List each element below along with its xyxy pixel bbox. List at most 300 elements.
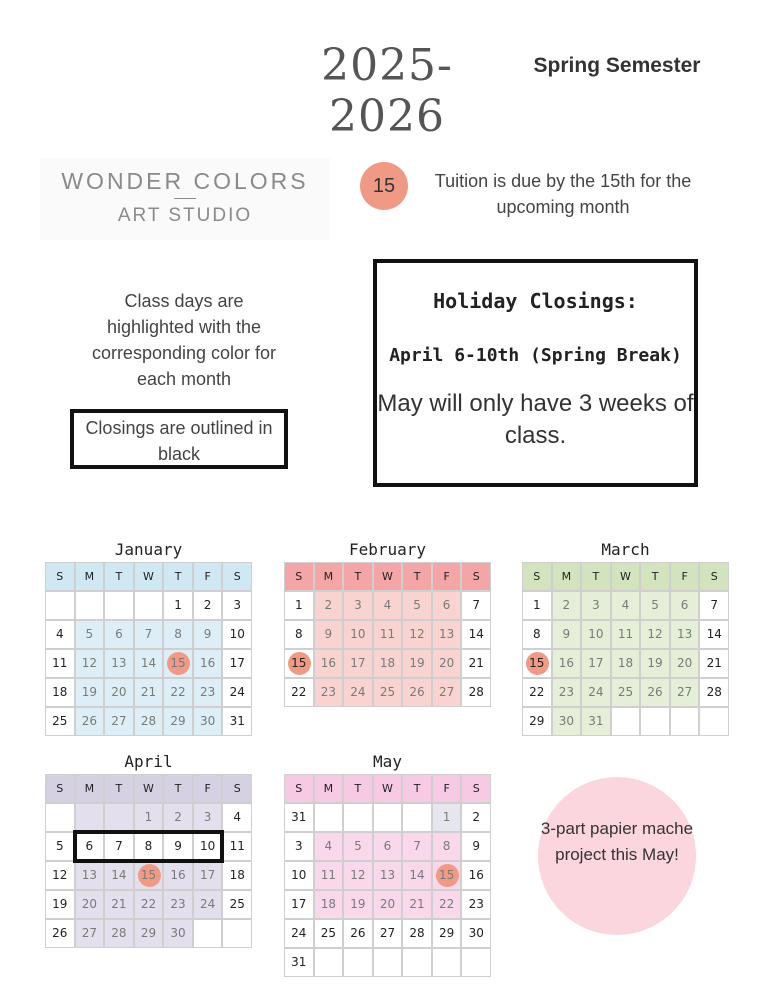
weekday-label: T [592,570,600,583]
weekday-label: S [233,570,241,583]
weekday-label: S [56,782,64,795]
weekday-header [343,562,373,591]
empty-cell [134,591,164,620]
day-number: 9 [324,627,333,641]
day-cell [134,707,164,736]
day-cell [611,591,641,620]
day-cell [461,591,491,620]
day-cell [193,890,223,919]
day-cell [284,861,314,890]
month-name: March [601,540,650,559]
weekday-label: F [443,570,450,583]
weekday-label: F [443,782,450,795]
day-cell [163,919,193,948]
day-number: 15 [170,656,186,670]
weekday-label: M [323,782,334,795]
day-cell [134,649,164,678]
day-number: 9 [562,627,571,641]
day-cell [581,678,611,707]
holiday-spring-break: April 6-10th (Spring Break) [389,345,682,366]
day-number: 8 [294,627,303,641]
day-cell [75,678,105,707]
day-cell [373,890,403,919]
day-number: 14 [140,656,157,670]
day-number: 4 [233,810,242,824]
day-number: 23 [558,685,574,699]
day-cell [552,591,582,620]
day-cell [581,591,611,620]
closings-note: Closings are outlined in black [70,409,288,469]
day-cell [522,591,552,620]
day-cell [45,707,75,736]
day-number: 22 [438,897,455,911]
day-cell [284,890,314,919]
weekday-header [402,562,432,591]
day-cell [461,919,491,948]
weekday-header [163,774,193,803]
month-name: January [114,540,183,559]
month-name: May [373,752,402,771]
day-cell [402,832,432,861]
empty-cell [640,707,670,736]
day-number: 18 [617,656,634,670]
day-number: 10 [199,839,216,853]
day-number: 19 [409,656,425,670]
day-cell [75,919,105,948]
day-cell [581,707,611,736]
day-number: 12 [409,627,425,641]
day-number: 1 [294,598,303,612]
day-number: 19 [81,685,97,699]
weekday-header [75,562,105,591]
weekday-label: T [413,570,421,583]
day-cell [402,890,432,919]
day-cell [134,803,164,832]
day-number: 18 [52,685,68,699]
day-number: 4 [55,627,64,641]
day-number: 8 [442,839,451,853]
day-cell [611,620,641,649]
day-number: 1 [144,810,153,824]
day-number: 16 [468,868,484,882]
weekday-header [343,774,373,803]
day-cell [432,678,462,707]
weekday-header [402,774,432,803]
day-cell [461,803,491,832]
weekday-header [373,562,403,591]
day-cell [284,620,314,649]
day-number: 4 [621,598,630,612]
day-number: 25 [379,685,396,699]
empty-cell [432,948,462,977]
day-cell [222,803,252,832]
day-number: 18 [379,656,396,670]
day-cell [670,620,700,649]
day-cell [222,591,252,620]
empty-cell [314,948,344,977]
holiday-title: Holiday Closings: [433,289,638,313]
day-cell [45,678,75,707]
day-cell [193,649,223,678]
day-number: 19 [647,656,663,670]
day-number: 10 [291,868,307,882]
weekday-label: M [84,570,95,583]
day-number: 24 [350,685,366,699]
day-cell [222,890,252,919]
day-number: 7 [144,627,153,641]
weekday-label: M [84,782,95,795]
weekday-header [222,562,252,591]
weekday-label: W [382,570,393,583]
day-cell [104,707,134,736]
day-cell [343,919,373,948]
day-cell [45,832,75,861]
day-cell [45,861,75,890]
day-number: 27 [111,714,127,728]
day-number: 25 [617,685,634,699]
day-cell [699,591,729,620]
day-cell [284,919,314,948]
day-number: 13 [111,656,127,670]
day-number: 9 [203,627,212,641]
weekday-label: W [620,570,631,583]
day-number: 14 [468,627,484,641]
weekday-header [45,562,75,591]
day-number: 10 [229,627,245,641]
day-number: 3 [203,810,212,824]
day-number: 28 [409,926,425,940]
day-number: 1 [442,810,451,824]
day-cell [314,832,344,861]
day-cell [670,649,700,678]
day-cell [640,678,670,707]
day-cell [670,678,700,707]
day-cell [373,620,403,649]
weekday-label: M [323,570,334,583]
day-cell [343,649,373,678]
weekday-header [611,562,641,591]
day-number: 15 [140,868,157,882]
day-number: 30 [558,714,574,728]
weekday-label: F [681,570,688,583]
day-cell [45,649,75,678]
empty-cell [343,803,373,832]
day-cell [193,707,223,736]
weekday-header [432,774,462,803]
day-cell [402,649,432,678]
empty-cell [611,707,641,736]
day-cell [193,620,223,649]
weekday-header [461,562,491,591]
empty-cell [461,948,491,977]
weekday-label: S [56,570,64,583]
empty-cell [314,803,344,832]
day-number: 20 [81,897,97,911]
day-number: 31 [229,714,245,728]
day-number: 14 [409,868,425,882]
day-cell [432,919,462,948]
day-number: 14 [111,868,127,882]
day-number: 5 [55,839,64,853]
day-cell [402,919,432,948]
day-number: 4 [324,839,333,853]
day-number: 23 [468,897,484,911]
day-number: 8 [144,839,153,853]
day-cell [640,591,670,620]
logo-divider [174,198,196,199]
weekday-label: S [233,782,241,795]
day-cell [284,591,314,620]
day-cell [522,678,552,707]
day-number: 23 [170,897,186,911]
day-number: 27 [438,685,455,699]
day-number: 20 [111,685,127,699]
empty-cell [343,948,373,977]
semester-label: Spring Semester [533,54,701,77]
day-cell [284,948,314,977]
empty-cell [402,803,432,832]
day-number: 26 [409,685,425,699]
day-cell [461,890,491,919]
day-cell [163,861,193,890]
weekday-label: W [382,782,393,795]
day-number: 24 [229,685,245,699]
day-cell [163,832,193,861]
day-cell [284,649,314,678]
day-number: 27 [676,685,693,699]
logo-line2: ART STUDIO [117,205,253,226]
day-number: 5 [85,627,94,641]
day-cell [670,591,700,620]
weekday-header [699,562,729,591]
day-number: 16 [320,656,336,670]
weekday-label: T [174,570,182,583]
day-number: 13 [81,868,97,882]
weekday-header [552,562,582,591]
project-note-circle: 3-part papier mache project this May! [538,777,696,935]
day-cell [432,832,462,861]
day-number: 27 [81,926,97,940]
weekday-header [284,774,314,803]
day-number: 2 [203,598,212,612]
empty-cell [104,591,134,620]
weekday-label: T [354,570,362,583]
day-cell [640,649,670,678]
day-cell [163,649,193,678]
day-cell [581,649,611,678]
empty-cell [45,803,75,832]
day-number: 6 [85,839,94,853]
day-number: 5 [651,598,659,612]
day-cell [75,620,105,649]
day-number: 13 [438,627,455,641]
day-number: 11 [617,627,634,641]
day-number: 22 [140,897,157,911]
day-number: 17 [588,656,604,670]
day-number: 26 [647,685,663,699]
day-cell [432,591,462,620]
day-cell [193,832,223,861]
day-number: 21 [706,656,722,670]
day-cell [373,832,403,861]
day-number: 13 [379,868,396,882]
day-number: 29 [140,926,157,940]
day-cell [163,678,193,707]
day-cell [343,591,373,620]
day-number: 29 [170,714,186,728]
day-cell [75,832,105,861]
day-number: 17 [199,868,216,882]
day-cell [461,620,491,649]
day-number: 31 [291,810,307,824]
day-cell [284,832,314,861]
weekday-label: S [472,570,480,583]
month-name: April [124,752,173,771]
weekday-header [581,562,611,591]
studio-logo [40,158,330,240]
day-number: 6 [442,598,451,612]
day-number: 24 [291,926,307,940]
day-cell [163,620,193,649]
day-number: 2 [174,810,182,824]
day-number: 2 [472,810,481,824]
weekday-header [284,562,314,591]
empty-cell [402,948,432,977]
day-cell [193,861,223,890]
weekday-label: T [115,570,123,583]
day-cell [75,707,105,736]
day-cell [314,890,344,919]
weekday-label: T [413,782,421,795]
weekday-label: F [204,570,211,583]
weekday-label: T [174,782,182,795]
weekday-header [193,562,223,591]
day-cell [104,919,134,948]
day-cell [373,861,403,890]
day-cell [581,620,611,649]
day-cell [104,861,134,890]
tuition-note: Tuition is due by the 15th for the upcoming month [434,171,692,217]
day-number: 28 [468,685,484,699]
day-number: 22 [529,685,545,699]
day-number: 15 [291,656,307,670]
day-number: 7 [115,839,123,853]
day-number: 24 [588,685,604,699]
day-number: 22 [291,685,307,699]
day-number: 8 [532,627,541,641]
weekday-header [670,562,700,591]
day-number: 13 [676,627,693,641]
day-cell [75,649,105,678]
day-cell [611,649,641,678]
day-number: 31 [291,955,307,969]
empty-cell [699,707,729,736]
day-cell [222,649,252,678]
day-number: 28 [706,685,722,699]
day-number: 11 [52,656,68,670]
day-cell [222,707,252,736]
day-cell [432,890,462,919]
day-number: 7 [413,839,421,853]
day-cell [222,678,252,707]
weekday-label: S [710,570,718,583]
day-number: 3 [592,598,600,612]
day-number: 26 [81,714,97,728]
weekday-header [163,562,193,591]
day-number: 18 [320,897,336,911]
empty-cell [373,803,403,832]
weekday-header [134,562,164,591]
day-number: 12 [647,627,663,641]
day-cell [402,620,432,649]
day-cell [314,678,344,707]
day-number: 16 [558,656,574,670]
day-cell [402,861,432,890]
day-cell [343,678,373,707]
month-name: February [348,540,427,559]
day-number: 30 [199,714,216,728]
day-cell [45,890,75,919]
day-number: 30 [170,926,186,940]
class-days-note: Class days are highlighted with the corresponding color for each month [91,291,277,389]
weekday-header [75,774,105,803]
day-cell [314,591,344,620]
tuition-day-badge: 15 [360,162,408,210]
may-note: May will only have 3 weeks of class. [377,390,694,449]
day-cell [461,832,491,861]
day-number: 15 [529,656,545,670]
day-cell [699,678,729,707]
weekday-label: T [651,570,659,583]
day-number: 1 [532,598,541,612]
day-cell [373,919,403,948]
day-cell [552,678,582,707]
weekday-header [373,774,403,803]
day-cell [373,591,403,620]
day-cell [284,803,314,832]
weekday-header [314,562,344,591]
weekday-label: S [295,782,303,795]
day-number: 7 [472,598,481,612]
day-number: 2 [562,598,571,612]
weekday-label: S [472,782,480,795]
day-cell [75,890,105,919]
day-number: 21 [140,685,157,699]
empty-cell [193,919,223,948]
day-cell [222,832,252,861]
day-cell [193,803,223,832]
day-cell [522,707,552,736]
empty-cell [75,803,105,832]
day-cell [134,832,164,861]
day-number: 14 [706,627,722,641]
day-number: 3 [233,598,242,612]
day-number: 17 [291,897,307,911]
day-cell [222,620,252,649]
day-number: 17 [350,656,366,670]
day-number: 12 [81,656,97,670]
day-number: 26 [52,926,68,940]
weekday-label: F [204,782,211,795]
logo-line1: WONDER COLORS [61,168,309,194]
day-cell [284,678,314,707]
day-number: 15 [438,868,455,882]
weekday-header [314,774,344,803]
day-cell [104,649,134,678]
day-number: 10 [588,627,604,641]
day-number: 28 [111,926,127,940]
day-cell [314,919,344,948]
